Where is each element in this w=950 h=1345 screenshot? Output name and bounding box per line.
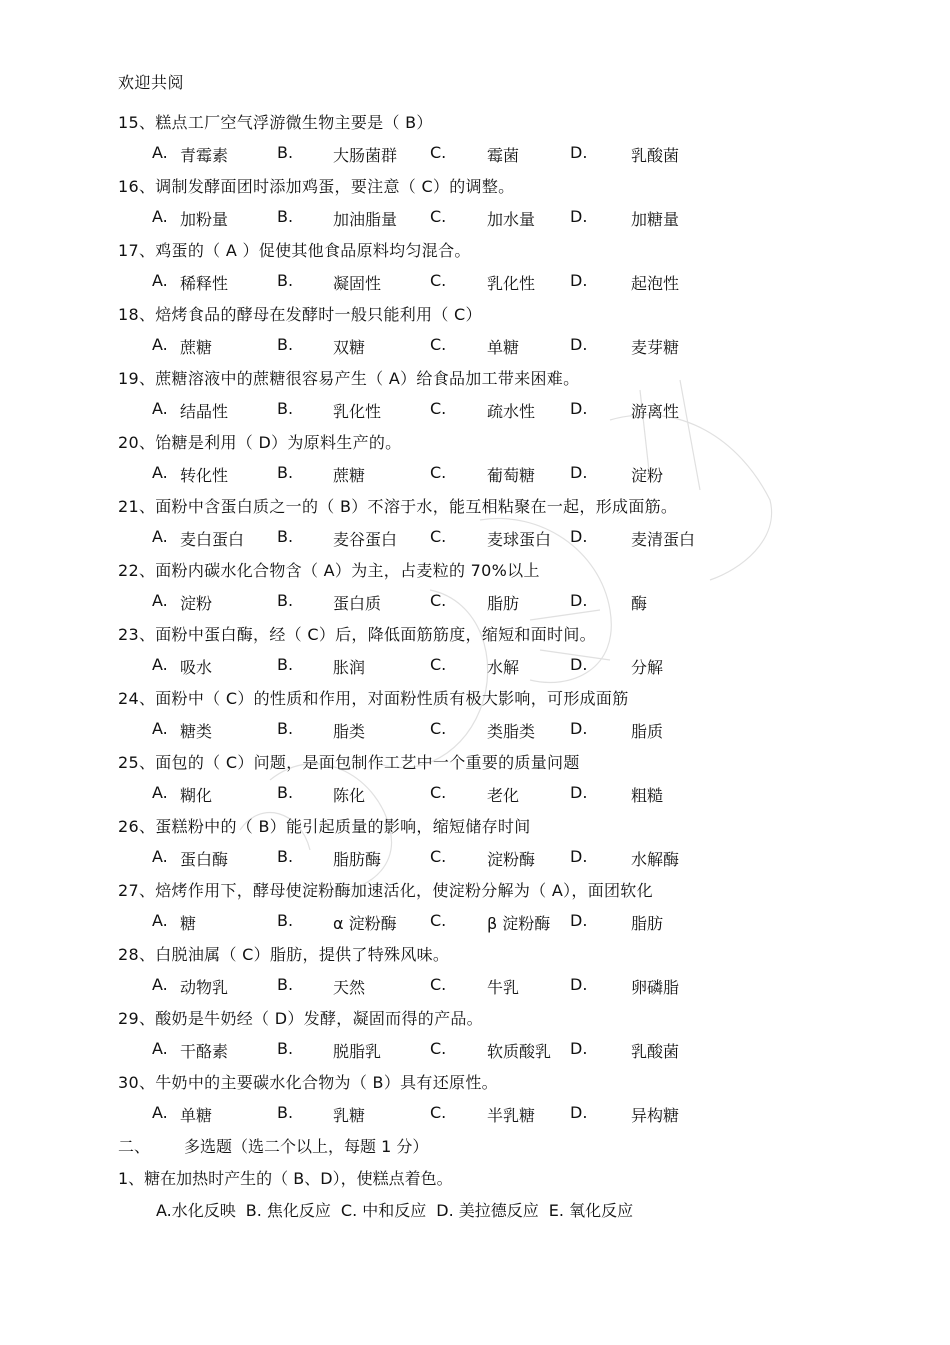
option-letter: C. [430,463,447,482]
option-letter: C. [430,655,447,674]
multi-option: E. 氧化反应 [548,1201,634,1220]
option-text: 葡萄糖 [487,466,536,485]
option-letter: B. [277,911,294,930]
option-text: 吸水 [180,658,213,677]
option-row [0,207,950,231]
option-text: 胀润 [333,658,366,677]
question-item [0,814,950,878]
option-text: 结晶性 [180,402,229,421]
option-letter: A. [152,655,168,674]
option-text: 异构糖 [631,1106,680,1125]
option-letter: A. [152,1103,168,1122]
question-stem: 25、面包的（ C）问题，是面包制作工艺中一个重要的质量问题 [118,753,580,772]
option-letter: D. [570,335,588,354]
question-item [0,302,950,366]
option-text: 大肠菌群 [333,146,398,165]
option-text: 麦芽糖 [631,338,680,357]
option-letter: C. [430,399,447,418]
option-letter: A. [152,911,168,930]
option-letter: C. [430,975,447,994]
option-letter: D. [570,783,588,802]
option-letter: B. [277,847,294,866]
option-text: 天然 [333,978,366,997]
option-text: 糖类 [180,722,213,741]
question-item [0,558,950,622]
question-item [0,110,950,174]
option-text: 脂肪 [487,594,520,613]
option-text: 蔗糖 [180,338,213,357]
option-text: 青霉素 [180,146,229,165]
option-letter: B. [277,591,294,610]
option-letter: A. [152,1039,168,1058]
option-letter: C. [430,143,447,162]
option-letter: D. [570,719,588,738]
question-stem: 27、焙烤作用下，酵母使淀粉酶加速活化，使淀粉分解为（ A），面团软化 [118,881,653,900]
section-title: 多选题（选二个以上，每题 1 分） [184,1137,429,1156]
option-letter: A. [152,335,168,354]
option-letter: A. [152,463,168,482]
question-item [0,622,950,686]
option-letter: B. [277,1103,294,1122]
option-letter: A. [152,591,168,610]
option-row [0,1103,950,1127]
option-row [0,1039,950,1063]
option-letter: A. [152,399,168,418]
option-text: 粗糙 [631,786,664,805]
option-letter: A. [152,207,168,226]
question-item [0,366,950,430]
option-letter: B. [277,783,294,802]
option-text: 麦球蛋白 [487,530,552,549]
option-text: 类脂类 [487,722,536,741]
option-letter: A. [152,719,168,738]
option-text: 糖 [180,914,197,933]
question-stem: 16、调制发酵面团时添加鸡蛋，要注意（ C）的调整。 [118,177,515,196]
question-stem: 22、面粉内碳水化合物含（ A）为主，占麦粒的 70%以上 [118,561,540,580]
option-letter: C. [430,335,447,354]
multi-option: B. 焦化反应 [245,1201,331,1220]
option-letter: C. [430,783,447,802]
option-letter: D. [570,1039,588,1058]
option-row [0,975,950,999]
question-stem: 19、蔗糖溶液中的蔗糖很容易产生（ A）给食品加工带来困难。 [118,369,580,388]
option-letter: C. [430,207,447,226]
option-text: 蛋白质 [333,594,382,613]
option-letter: B. [277,975,294,994]
option-text: 卵磷脂 [631,978,680,997]
question-stem: 26、蛋糕粉中的（ B）能引起质量的影响，缩短储存时间 [118,817,531,836]
page-header: 欢迎共阅 [118,73,185,92]
option-text: α 淀粉酶 [333,914,397,933]
option-text: 乳化性 [487,274,536,293]
option-text: 淀粉酶 [487,850,536,869]
option-text: 牛乳 [487,978,520,997]
option-text: 水解酶 [631,850,680,869]
option-text: 糊化 [180,786,213,805]
option-row [0,463,950,487]
option-letter: C. [430,1039,447,1058]
option-text: 单糖 [180,1106,213,1125]
option-letter: D. [570,143,588,162]
section-heading [118,1134,428,1157]
option-row [0,143,950,167]
option-letter: B. [277,143,294,162]
option-letter: A. [152,975,168,994]
question-stem: 20、饴糖是利用（ D）为原料生产的。 [118,433,402,452]
option-letter: C. [430,271,447,290]
option-letter: D. [570,463,588,482]
option-text: 脂肪 [631,914,664,933]
option-letter: D. [570,399,588,418]
option-letter: D. [570,207,588,226]
question-stem: 29、酸奶是牛奶经（ D）发酵，凝固而得的产品。 [118,1009,483,1028]
multi-option: A.水化反映 [156,1201,236,1220]
option-text: 单糖 [487,338,520,357]
option-text: 麦白蛋白 [180,530,245,549]
option-text: 游离性 [631,402,680,421]
option-row [0,527,950,551]
multi-option: D. 美拉德反应 [436,1201,539,1220]
question-stem: 23、面粉中蛋白酶，经（ C）后，降低面筋筋度，缩短和面时间。 [118,625,596,644]
option-letter: A. [152,143,168,162]
option-letter: B. [277,655,294,674]
option-row [0,911,950,935]
option-text: 乳糖 [333,1106,366,1125]
option-text: 加水量 [487,210,536,229]
multi-option: C. 中和反应 [340,1201,427,1220]
question-item [0,878,950,942]
option-text: 脂类 [333,722,366,741]
option-letter: D. [570,271,588,290]
option-letter: D. [570,911,588,930]
option-text: 疏水性 [487,402,536,421]
option-row [0,335,950,359]
option-text: 稀释性 [180,274,229,293]
question-item [0,494,950,558]
option-row [0,719,950,743]
option-letter: A. [152,783,168,802]
option-row [0,847,950,871]
option-text: 水解 [487,658,520,677]
option-text: 加油脂量 [333,210,398,229]
question-item [0,1006,950,1070]
option-text: 老化 [487,786,520,805]
option-text: 麦谷蛋白 [333,530,398,549]
option-letter: B. [277,399,294,418]
question-stem: 28、白脱油属（ C）脂肪，提供了特殊风味。 [118,945,450,964]
question-item [0,238,950,302]
option-text: 酶 [631,594,648,613]
option-text: 脂质 [631,722,664,741]
option-row [0,591,950,615]
option-letter: B. [277,207,294,226]
option-text: 蔗糖 [333,466,366,485]
option-letter: B. [277,527,294,546]
option-letter: C. [430,1103,447,1122]
option-letter: C. [430,719,447,738]
option-text: 加糖量 [631,210,680,229]
question-item [0,942,950,1006]
question-item [0,430,950,494]
question-stem: 21、面粉中含蛋白质之一的（ B）不溶于水，能互相粘聚在一起，形成面筋。 [118,497,678,516]
option-letter: D. [570,527,588,546]
option-letter: A. [152,847,168,866]
option-letter: B. [277,719,294,738]
multi-question-stem: 1、糖在加热时产生的（ B、D），使糕点着色。 [118,1169,453,1188]
question-stem: 30、牛奶中的主要碳水化合物为（ B）具有还原性。 [118,1073,498,1092]
option-text: 双糖 [333,338,366,357]
option-text: 加粉量 [180,210,229,229]
option-text: 脂肪酶 [333,850,382,869]
option-text: 乳化性 [333,402,382,421]
question-stem: 24、面粉中（ C）的性质和作用，对面粉性质有极大影响，可形成面筋 [118,689,629,708]
option-row [0,271,950,295]
option-letter: D. [570,975,588,994]
option-text: 凝固性 [333,274,382,293]
option-text: 乳酸菌 [631,1042,680,1061]
question-item [0,1070,950,1134]
option-text: 蛋白酶 [180,850,229,869]
question-stem: 18、焙烤食品的酵母在发酵时一般只能利用（ C） [118,305,482,324]
option-text: 动物乳 [180,978,229,997]
option-text: 转化性 [180,466,229,485]
option-letter: B. [277,463,294,482]
option-letter: D. [570,591,588,610]
option-text: 软质酸乳 [487,1042,552,1061]
question-list [0,110,950,1134]
option-row [0,783,950,807]
option-text: 淀粉 [631,466,664,485]
option-text: 半乳糖 [487,1106,536,1125]
question-item [0,686,950,750]
option-text: 分解 [631,658,664,677]
option-letter: C. [430,591,447,610]
option-text: 起泡性 [631,274,680,293]
option-text: 脱脂乳 [333,1042,382,1061]
option-text: 麦清蛋白 [631,530,696,549]
option-letter: D. [570,847,588,866]
option-text: 霉菌 [487,146,520,165]
option-letter: B. [277,335,294,354]
option-letter: C. [430,911,447,930]
question-stem: 15、糕点工厂空气浮游微生物主要是（ B） [118,113,433,132]
option-row [0,399,950,423]
option-text: 陈化 [333,786,366,805]
question-item [0,174,950,238]
option-text: β 淀粉酶 [487,914,551,933]
option-letter: D. [570,1103,588,1122]
option-text: 淀粉 [180,594,213,613]
section-number: 二、 [118,1137,151,1156]
option-letter: A. [152,527,168,546]
option-letter: B. [277,271,294,290]
option-letter: C. [430,847,447,866]
option-letter: A. [152,271,168,290]
option-letter: C. [430,527,447,546]
option-letter: D. [570,655,588,674]
option-letter: B. [277,1039,294,1058]
multi-question-options [156,1198,643,1221]
question-stem: 17、鸡蛋的（ A ）促使其他食品原料均匀混合。 [118,241,471,260]
question-item [0,750,950,814]
option-row [0,655,950,679]
option-text: 干酪素 [180,1042,229,1061]
option-text: 乳酸菌 [631,146,680,165]
